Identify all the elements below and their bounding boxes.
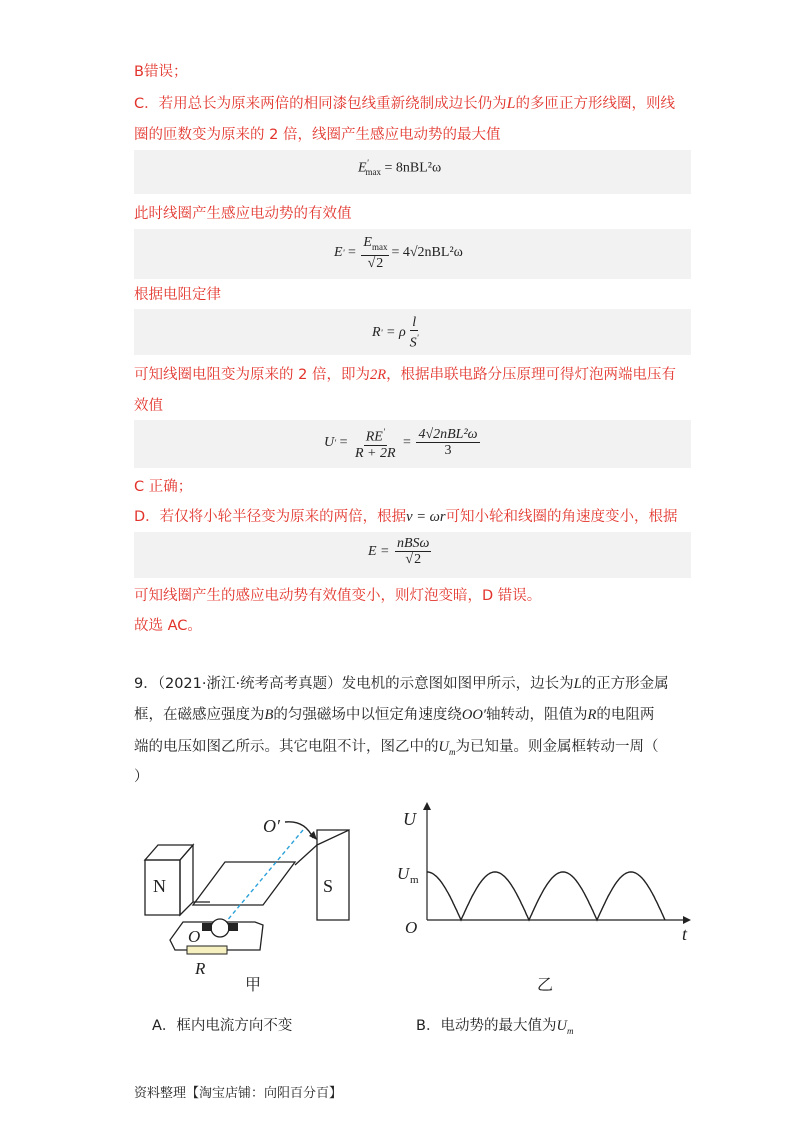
coil-frame xyxy=(193,862,295,905)
x-axis-label: t xyxy=(682,924,688,944)
magnet-n-side xyxy=(180,845,193,915)
label-r: R xyxy=(195,959,206,978)
formula-box-e xyxy=(134,532,691,578)
origin-label: O xyxy=(405,918,418,937)
emax-lhs: E xyxy=(358,160,367,176)
res-rho: = ρ xyxy=(386,324,406,340)
magnet-s-front xyxy=(317,830,349,920)
q-line1-var: L xyxy=(573,676,582,692)
question-line3: 端的电压如图乙所示。其它电阻不计，图乙中的$U_m$为已知量。则金属框转动一周（ xyxy=(134,739,659,757)
rotation-arrow xyxy=(285,822,313,838)
eeff-num: E xyxy=(363,235,372,250)
formula-box-resistance xyxy=(134,309,691,355)
q-line3-b: 为已知量。则金属框转动一周（ xyxy=(455,739,659,755)
res-den: S xyxy=(409,335,417,351)
formula-box-emax xyxy=(134,150,691,194)
option-b[interactable]: B．电动势的最大值为$U_m$ xyxy=(416,1018,574,1036)
d-line xyxy=(134,506,678,528)
magnet-s-edge xyxy=(295,845,317,865)
label-o: O xyxy=(188,927,201,946)
q-line2-a: 框，在磁感应强度为 xyxy=(134,707,265,723)
y-axis-label: U xyxy=(403,809,416,829)
q-line2-d: 的电阻两 xyxy=(596,707,655,723)
eeff-num-sub: max xyxy=(371,241,388,252)
eeff-den: 2 xyxy=(376,255,384,271)
question-line1 xyxy=(134,673,669,695)
b-wrong-text: B错误； xyxy=(134,64,188,80)
brush-left xyxy=(202,923,212,931)
volt-num: RE xyxy=(365,429,383,445)
rotation-axis xyxy=(215,830,303,935)
resist-line1 xyxy=(134,364,676,386)
c-line1 xyxy=(134,93,675,115)
resist-line1-a: 可知线圈电阻变为原来的 2 倍，即为 xyxy=(134,367,370,383)
emax-sub: max xyxy=(365,167,381,178)
volt-num2: 4√2nBL²ω xyxy=(418,427,478,443)
y-axis-arrow xyxy=(423,802,431,810)
formula-box-eeff xyxy=(134,229,691,279)
q-line2-c: 轴转动，阻值为 xyxy=(485,707,588,723)
footer-text: 资料整理【淘宝店铺：向阳百分百】 xyxy=(134,1086,343,1101)
ohm-text: 根据电阻定律 xyxy=(134,287,221,303)
voltage-graph xyxy=(395,800,695,1000)
d-line-var: v = ωr xyxy=(406,509,446,525)
q-line1-text: 9．（2021·浙江·统考高考真题）发电机的示意图如图甲所示，边长为 xyxy=(134,676,574,692)
c-line2: 圈的匝数变为原来的 2 倍，线圈产生感应电动势的最大值 xyxy=(134,127,501,143)
label-s: S xyxy=(323,876,334,896)
volt-lhs: U xyxy=(324,434,335,450)
label-o-prime: O′ xyxy=(263,816,280,836)
q-line2-var1: B xyxy=(264,707,274,723)
volt-den: R + 2R xyxy=(354,445,396,461)
e-lhs: E = xyxy=(368,543,390,559)
q-line2-b: 的匀强磁场中以恒定角速度绕 xyxy=(273,707,462,723)
label-n: N xyxy=(153,876,166,896)
answer-text: 故选 AC。 xyxy=(134,618,202,634)
emax-rhs: = 8nBL²ω xyxy=(384,160,442,176)
e-den: 2 xyxy=(414,552,422,567)
question-line4: ） xyxy=(134,769,149,785)
q-line2-var3: R xyxy=(587,707,597,723)
um-label-sub: m xyxy=(410,874,419,886)
volt-den2: 3 xyxy=(444,443,452,459)
um-label: U xyxy=(397,864,410,883)
eeff-lhs: E xyxy=(334,244,343,260)
formula-emax: $E'_{max} = 8nBL^2\omega$ xyxy=(358,158,442,178)
e-num: nBSω xyxy=(397,536,430,551)
formula-eeff: E ' = $\frac{E_{max}}{√2}$ = 4√2nBL²ω xyxy=(334,235,463,271)
question-line2 xyxy=(134,704,654,726)
option-b-text: B．电动势的最大值为 xyxy=(416,1018,557,1034)
resistor xyxy=(187,946,227,954)
formula-resistance: R ' = ρ $\frac{l}{S'}$ xyxy=(372,315,419,351)
x-axis-arrow xyxy=(683,916,691,924)
resist-line1-b: ，根据串联电路分压原理可得灯泡两端电压有 xyxy=(386,367,677,383)
generator-diagram xyxy=(135,810,380,1000)
d-line-a: D．若仅将小轮半径变为原来的两倍，根据 xyxy=(134,509,407,525)
caption-jia: 甲 xyxy=(245,975,262,994)
res-num: l xyxy=(412,315,417,330)
formula-voltage: U ' = $\frac{RE'}{R + 2R}$ = $\frac{\text{4√2nBL²ω}}{3}$ xyxy=(324,427,478,461)
caption-yi: 乙 xyxy=(537,975,554,994)
brush-right xyxy=(228,923,238,931)
eeff-rhs: = 4√2nBL²ω xyxy=(391,244,463,260)
c-correct-text: C 正确； xyxy=(134,479,193,495)
c-line1-var: L xyxy=(506,95,516,112)
slip-ring xyxy=(211,919,229,937)
c-line1-text: C．若用总长为原来两倍的相同漆包线重新绕制成边长仍为 xyxy=(134,96,507,112)
voltage-waveform xyxy=(427,872,665,920)
res-lhs: R xyxy=(372,324,381,340)
d-conclusion: 可知线圈产生的感应电动势有效值变小，则灯泡变暗，D 错误。 xyxy=(134,588,542,604)
resist-line1-var: 2R xyxy=(369,367,387,383)
formula-e: E = $\frac{\text{nBSω}}{√2}$ xyxy=(368,536,430,567)
q-line2-var2: OO′ xyxy=(461,707,486,723)
d-line-b: 可知小轮和线圈的角速度变小，根据 xyxy=(445,509,678,525)
q-line1-tail: 的正方形金属 xyxy=(581,676,669,692)
option-a[interactable]: A．框内电流方向不变 xyxy=(152,1018,293,1034)
formula-box-voltage xyxy=(134,420,691,468)
effective-text: 此时线圈产生感应电动势的有效值 xyxy=(134,206,352,222)
q-line3-a: 端的电压如图乙所示。其它电阻不计，图乙中的 xyxy=(134,739,439,755)
resist-line2: 效值 xyxy=(134,398,163,414)
c-line1-tail: 的多匝正方形线圈，则线 xyxy=(515,96,676,112)
